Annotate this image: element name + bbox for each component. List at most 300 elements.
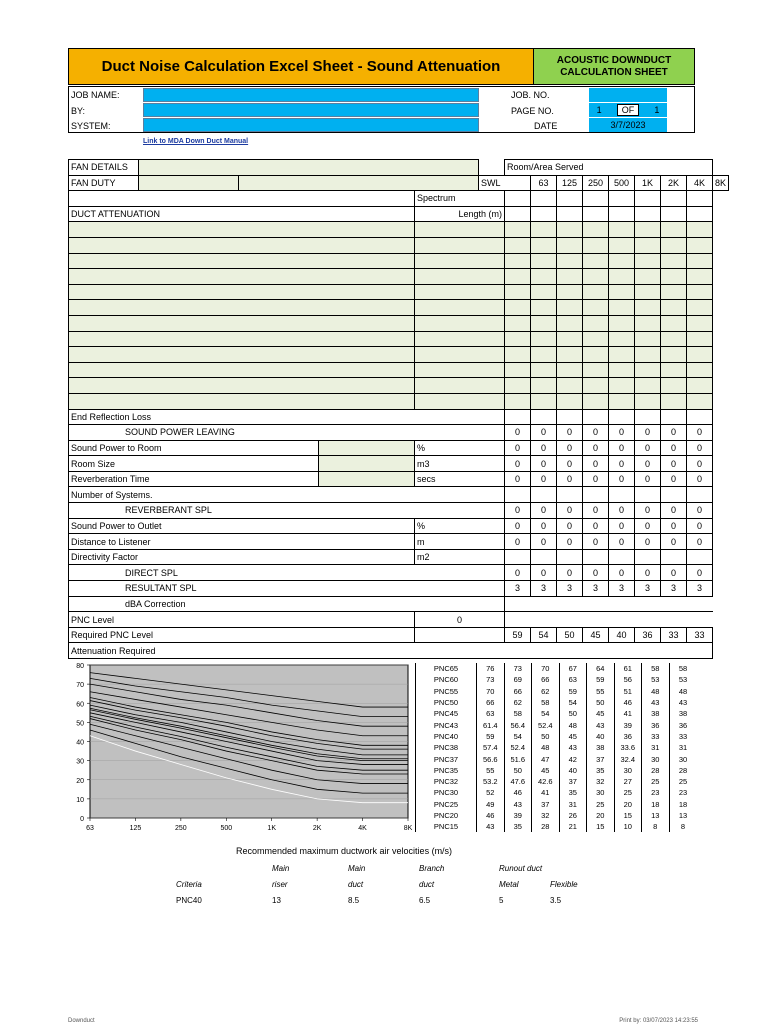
duct-atten-input-0[interactable] <box>505 237 531 253</box>
duct-atten-input-6[interactable] <box>661 222 687 238</box>
reverb-time-input[interactable] <box>319 471 415 487</box>
duct-atten-input-4[interactable] <box>609 315 635 331</box>
duct-element-row <box>69 315 729 331</box>
duct-atten-input-5[interactable] <box>635 222 661 238</box>
room-size-val-0: 0 <box>505 456 531 472</box>
num-systems-1[interactable] <box>531 487 557 503</box>
spectrum-row <box>69 191 729 207</box>
duct-atten-input-2[interactable] <box>557 237 583 253</box>
num-systems-7[interactable] <box>687 487 713 503</box>
pnc-value: 49 <box>477 799 505 810</box>
duct-atten-input-5[interactable] <box>635 393 661 409</box>
distance-listener-unit: m <box>415 534 505 550</box>
sound-power-outlet-val-5: 0 <box>635 518 661 534</box>
pnc-value: 25 <box>642 776 670 787</box>
spectrum-input-1[interactable] <box>531 191 557 207</box>
duct-length-5[interactable] <box>635 206 661 222</box>
calculation-table <box>68 159 729 659</box>
pnc-value: 45 <box>532 765 560 776</box>
room-size-input[interactable] <box>319 456 415 472</box>
duct-length-input[interactable] <box>415 347 505 363</box>
duct-atten-input-5[interactable] <box>635 284 661 300</box>
spectrum-input-5[interactable] <box>635 191 661 207</box>
band-header-0: 63 <box>531 175 557 191</box>
pnc-value: 69 <box>504 674 532 685</box>
pnc-value: 38 <box>642 708 670 719</box>
duct-atten-input-5[interactable] <box>635 300 661 316</box>
required-pnc-5: 36 <box>635 627 661 643</box>
duct-atten-input-3[interactable] <box>583 222 609 238</box>
pnc-value: 25 <box>587 799 615 810</box>
reverberant-spl-1: 0 <box>531 503 557 519</box>
velocity-title: Recommended maximum ductwork air velocities (m/s) <box>236 846 453 856</box>
pnc-value: 66 <box>477 697 505 708</box>
duct-atten-input-7[interactable] <box>687 378 713 394</box>
end-reflection-3[interactable] <box>583 409 609 425</box>
pnc-value: 52 <box>477 787 505 798</box>
pnc-value: 48 <box>642 686 670 697</box>
duct-element-row <box>69 331 729 347</box>
resultant-spl-1: 3 <box>531 581 557 597</box>
num-systems-0[interactable] <box>505 487 531 503</box>
resultant-spl-label: RESULTANT SPL <box>69 581 505 597</box>
fan-details-label: FAN DETAILS <box>69 160 139 176</box>
duct-atten-input-5[interactable] <box>635 237 661 253</box>
duct-atten-input-7[interactable] <box>687 331 713 347</box>
duct-atten-input-0[interactable] <box>505 284 531 300</box>
end-reflection-row <box>69 409 729 425</box>
reverb-time-val-6: 0 <box>661 471 687 487</box>
duct-length-input[interactable] <box>415 331 505 347</box>
duct-atten-input-3[interactable] <box>583 315 609 331</box>
velocity-h2-cell: Metal <box>499 880 519 889</box>
job-no-field[interactable] <box>589 88 667 102</box>
direct-spl-0: 0 <box>505 565 531 581</box>
duct-atten-input-3[interactable] <box>583 347 609 363</box>
duct-atten-input-3[interactable] <box>583 331 609 347</box>
duct-atten-input-7[interactable] <box>687 253 713 269</box>
pnc-row-label: PNC45 <box>416 708 477 719</box>
duct-atten-input-2[interactable] <box>557 393 583 409</box>
manual-link[interactable]: Link to MDA Down Duct Manual <box>143 138 249 145</box>
band-header-5: 2K <box>661 175 687 191</box>
velocity-row-cell: 3.5 <box>550 896 562 905</box>
end-reflection-7[interactable] <box>687 409 713 425</box>
duct-length-7[interactable] <box>687 206 713 222</box>
spl-leaving-6: 0 <box>661 425 687 441</box>
duct-atten-input-1[interactable] <box>531 315 557 331</box>
spacer <box>479 160 505 176</box>
num-systems-3[interactable] <box>583 487 609 503</box>
pnc-value: 61 <box>614 663 642 674</box>
pnc-value: 35 <box>559 787 587 798</box>
required-pnc-3: 45 <box>583 627 609 643</box>
duct-length-input[interactable] <box>415 362 505 378</box>
pnc-value: 38 <box>587 742 615 753</box>
job-header <box>68 86 695 133</box>
system-field[interactable] <box>143 118 479 132</box>
duct-atten-input-0[interactable] <box>505 253 531 269</box>
duct-atten-input-6[interactable] <box>661 253 687 269</box>
pnc-value: 30 <box>587 787 615 798</box>
spl-leaving-1: 0 <box>531 425 557 441</box>
pnc-value: 50 <box>559 708 587 719</box>
pnc-value: 48 <box>669 686 697 697</box>
duct-element-input[interactable] <box>69 347 415 363</box>
resultant-spl-7: 3 <box>687 581 713 597</box>
pnc-value: 37 <box>559 776 587 787</box>
pnc-value: 40 <box>559 765 587 776</box>
pnc-row <box>416 753 697 764</box>
end-reflection-1[interactable] <box>531 409 557 425</box>
duct-atten-input-0[interactable] <box>505 378 531 394</box>
required-pnc-0: 59 <box>505 627 531 643</box>
required-pnc-2: 50 <box>557 627 583 643</box>
directivity-val-4[interactable] <box>609 549 635 565</box>
duct-element-input[interactable] <box>69 300 415 316</box>
end-reflection-6[interactable] <box>661 409 687 425</box>
pnc-value: 31 <box>642 742 670 753</box>
duct-atten-input-3[interactable] <box>583 362 609 378</box>
end-reflection-4[interactable] <box>609 409 635 425</box>
pnc-row-label: PNC37 <box>416 753 477 764</box>
duct-atten-input-7[interactable] <box>687 393 713 409</box>
end-reflection-2[interactable] <box>557 409 583 425</box>
duct-atten-input-6[interactable] <box>661 393 687 409</box>
required-pnc-input[interactable] <box>415 627 505 643</box>
duct-length-input[interactable] <box>415 393 505 409</box>
spectrum-input-2[interactable] <box>557 191 583 207</box>
pnc-value: 39 <box>614 719 642 730</box>
duct-atten-input-2[interactable] <box>557 378 583 394</box>
pnc-value: 58 <box>504 708 532 719</box>
duct-atten-input-5[interactable] <box>635 362 661 378</box>
pnc-value: 27 <box>614 776 642 787</box>
pnc-value: 20 <box>587 810 615 821</box>
pnc-value: 36 <box>642 719 670 730</box>
pnc-value: 70 <box>477 686 505 697</box>
duct-atten-input-6[interactable] <box>661 362 687 378</box>
duct-atten-input-4[interactable] <box>609 378 635 394</box>
duct-atten-input-2[interactable] <box>557 253 583 269</box>
duct-atten-input-4[interactable] <box>609 237 635 253</box>
duct-length-input[interactable] <box>415 300 505 316</box>
duct-atten-input-4[interactable] <box>609 222 635 238</box>
reverb-time-val-3: 0 <box>583 471 609 487</box>
duct-atten-input-6[interactable] <box>661 378 687 394</box>
duct-atten-input-2[interactable] <box>557 315 583 331</box>
pnc-value: 58 <box>532 697 560 708</box>
system-label: SYSTEM: <box>71 121 111 131</box>
num-systems-5[interactable] <box>635 487 661 503</box>
fan-details-input[interactable] <box>139 160 479 176</box>
spectrum-input-6[interactable] <box>661 191 687 207</box>
pnc-row-label: PNC30 <box>416 787 477 798</box>
duct-atten-input-0[interactable] <box>505 222 531 238</box>
duct-length-4[interactable] <box>609 206 635 222</box>
end-reflection-5[interactable] <box>635 409 661 425</box>
duct-atten-input-4[interactable] <box>609 269 635 285</box>
spectrum-label: Spectrum <box>415 191 505 207</box>
duct-atten-input-2[interactable] <box>557 331 583 347</box>
reverb-time-val-2: 0 <box>557 471 583 487</box>
room-size-label: Room Size <box>69 456 319 472</box>
duct-atten-input-5[interactable] <box>635 269 661 285</box>
pnc-value: 66 <box>532 674 560 685</box>
spectrum-input-4[interactable] <box>609 191 635 207</box>
duct-atten-input-5[interactable] <box>635 378 661 394</box>
duct-length-input[interactable] <box>415 253 505 269</box>
spectrum-input-0[interactable] <box>505 191 531 207</box>
duct-atten-input-4[interactable] <box>609 393 635 409</box>
reverb-time-val-5: 0 <box>635 471 661 487</box>
duct-atten-input-4[interactable] <box>609 331 635 347</box>
duct-atten-input-7[interactable] <box>687 362 713 378</box>
pnc-value: 37 <box>532 799 560 810</box>
fan-duty-input-2[interactable] <box>239 175 479 191</box>
duct-atten-input-4[interactable] <box>609 362 635 378</box>
duct-atten-input-0[interactable] <box>505 347 531 363</box>
duct-atten-input-3[interactable] <box>583 253 609 269</box>
resultant-spl-0: 3 <box>505 581 531 597</box>
duct-atten-input-7[interactable] <box>687 269 713 285</box>
sound-power-outlet-val-0: 0 <box>505 518 531 534</box>
duct-atten-input-4[interactable] <box>609 300 635 316</box>
spectrum-input-7[interactable] <box>687 191 713 207</box>
pnc-row <box>416 731 697 742</box>
footer-print-info: Print by: 03/07/2023 14:23:55 <box>619 1018 698 1024</box>
spectrum-input-3[interactable] <box>583 191 609 207</box>
duct-atten-input-6[interactable] <box>661 300 687 316</box>
page-number-field[interactable] <box>589 103 667 117</box>
resultant-spl-5: 3 <box>635 581 661 597</box>
duct-atten-input-4[interactable] <box>609 253 635 269</box>
duct-length-input[interactable] <box>415 284 505 300</box>
directivity-val-0[interactable] <box>505 549 531 565</box>
duct-length-2[interactable] <box>557 206 583 222</box>
duct-atten-input-6[interactable] <box>661 269 687 285</box>
duct-atten-input-1[interactable] <box>531 331 557 347</box>
velocity-row-cell: 6.5 <box>419 896 431 905</box>
directivity-val-5[interactable] <box>635 549 661 565</box>
duct-atten-input-2[interactable] <box>557 222 583 238</box>
duct-atten-input-7[interactable] <box>687 237 713 253</box>
reverberant-spl-6: 0 <box>661 503 687 519</box>
duct-atten-input-1[interactable] <box>531 237 557 253</box>
duct-atten-input-1[interactable] <box>531 378 557 394</box>
duct-atten-input-0[interactable] <box>505 331 531 347</box>
duct-atten-input-0[interactable] <box>505 393 531 409</box>
pnc-value: 54 <box>504 731 532 742</box>
num-systems-4[interactable] <box>609 487 635 503</box>
duct-atten-input-6[interactable] <box>661 237 687 253</box>
reverberant-spl-2: 0 <box>557 503 583 519</box>
sound-power-room-input[interactable] <box>319 440 415 456</box>
y-tick-label: 70 <box>76 682 84 690</box>
directivity-val-3[interactable] <box>583 549 609 565</box>
duct-length-input[interactable] <box>415 237 505 253</box>
directivity-val-1[interactable] <box>531 549 557 565</box>
end-reflection-0[interactable] <box>505 409 531 425</box>
date-field[interactable]: 3/7/2023 <box>589 118 667 132</box>
duct-length-input[interactable] <box>415 315 505 331</box>
pnc-value: 46 <box>477 810 505 821</box>
duct-element-input[interactable] <box>69 237 415 253</box>
duct-atten-input-1[interactable] <box>531 222 557 238</box>
duct-element-input[interactable] <box>69 315 415 331</box>
room-size-val-1: 0 <box>531 456 557 472</box>
pnc-value: 21 <box>559 821 587 832</box>
duct-atten-input-5[interactable] <box>635 315 661 331</box>
pnc-value: 51.6 <box>504 753 532 764</box>
by-field[interactable] <box>143 103 479 117</box>
duct-element-input[interactable] <box>69 284 415 300</box>
duct-atten-input-6[interactable] <box>661 347 687 363</box>
duct-length-0[interactable] <box>505 206 531 222</box>
num-systems-2[interactable] <box>557 487 583 503</box>
duct-atten-input-6[interactable] <box>661 284 687 300</box>
y-tick-label: 10 <box>76 796 84 804</box>
reverb-time-unit: secs <box>415 471 505 487</box>
pnc-row-label: PNC32 <box>416 776 477 787</box>
duct-atten-input-5[interactable] <box>635 347 661 363</box>
duct-atten-input-1[interactable] <box>531 284 557 300</box>
duct-atten-input-0[interactable] <box>505 315 531 331</box>
duct-length-1[interactable] <box>531 206 557 222</box>
directivity-unit: m2 <box>415 549 505 565</box>
pnc-row <box>416 686 697 697</box>
pnc-row <box>416 821 697 832</box>
duct-atten-input-1[interactable] <box>531 347 557 363</box>
pnc-value: 13 <box>642 810 670 821</box>
duct-atten-input-2[interactable] <box>557 300 583 316</box>
duct-atten-input-7[interactable] <box>687 284 713 300</box>
direct-spl-label: DIRECT SPL <box>69 565 505 581</box>
pnc-value: 33.6 <box>614 742 642 753</box>
duct-atten-input-5[interactable] <box>635 331 661 347</box>
job-name-field[interactable] <box>143 88 479 102</box>
duct-atten-input-7[interactable] <box>687 315 713 331</box>
directivity-val-7[interactable] <box>687 549 713 565</box>
reverb-time-val-7: 0 <box>687 471 713 487</box>
duct-atten-input-1[interactable] <box>531 269 557 285</box>
pnc-value: 63 <box>477 708 505 719</box>
pnc-value: 31 <box>669 742 697 753</box>
pnc-row-label: PNC20 <box>416 810 477 821</box>
required-pnc-label: Required PNC Level <box>69 627 415 643</box>
duct-atten-input-3[interactable] <box>583 237 609 253</box>
pnc-row <box>416 799 697 810</box>
duct-element-input[interactable] <box>69 222 415 238</box>
reverb-time-val-1: 0 <box>531 471 557 487</box>
duct-element-input[interactable] <box>69 362 415 378</box>
pnc-value: 43 <box>642 697 670 708</box>
duct-atten-input-3[interactable] <box>583 393 609 409</box>
directivity-val-2[interactable] <box>557 549 583 565</box>
fan-duty-input-1[interactable] <box>139 175 239 191</box>
pnc-value: 43 <box>559 742 587 753</box>
dba-label: dBA Correction <box>69 596 505 612</box>
duct-atten-input-6[interactable] <box>661 315 687 331</box>
duct-atten-input-4[interactable] <box>609 347 635 363</box>
reverberant-spl-3: 0 <box>583 503 609 519</box>
duct-element-input[interactable] <box>69 378 415 394</box>
reverberant-spl-7: 0 <box>687 503 713 519</box>
resultant-spl-6: 3 <box>661 581 687 597</box>
duct-atten-input-2[interactable] <box>557 347 583 363</box>
sound-power-outlet-val-3: 0 <box>583 518 609 534</box>
duct-atten-input-7[interactable] <box>687 347 713 363</box>
duct-atten-input-1[interactable] <box>531 300 557 316</box>
pnc-row-label: PNC15 <box>416 821 477 832</box>
duct-length-3[interactable] <box>583 206 609 222</box>
duct-length-input[interactable] <box>415 269 505 285</box>
pnc-row-label: PNC43 <box>416 719 477 730</box>
direct-spl-7: 0 <box>687 565 713 581</box>
duct-atten-input-5[interactable] <box>635 253 661 269</box>
pnc-row-label: PNC38 <box>416 742 477 753</box>
attenuation-required-label: Attenuation Required <box>69 643 713 659</box>
duct-length-input[interactable] <box>415 378 505 394</box>
pnc-row-label: PNC35 <box>416 765 477 776</box>
duct-atten-input-4[interactable] <box>609 284 635 300</box>
pnc-value: 15 <box>614 810 642 821</box>
duct-atten-input-3[interactable] <box>583 269 609 285</box>
duct-atten-input-7[interactable] <box>687 300 713 316</box>
sheet-subtitle <box>534 48 695 85</box>
duct-atten-input-3[interactable] <box>583 284 609 300</box>
num-systems-label: Number of Systems. <box>69 487 505 503</box>
room-size-val-5: 0 <box>635 456 661 472</box>
duct-length-input[interactable] <box>415 222 505 238</box>
resultant-spl-3: 3 <box>583 581 609 597</box>
directivity-val-6[interactable] <box>661 549 687 565</box>
num-systems-6[interactable] <box>661 487 687 503</box>
duct-element-row <box>69 284 729 300</box>
pnc-value: 52.4 <box>504 742 532 753</box>
duct-atten-input-3[interactable] <box>583 378 609 394</box>
pnc-value: 15 <box>587 821 615 832</box>
duct-atten-input-2[interactable] <box>557 284 583 300</box>
duct-atten-input-2[interactable] <box>557 269 583 285</box>
duct-element-input[interactable] <box>69 253 415 269</box>
duct-atten-input-0[interactable] <box>505 300 531 316</box>
duct-atten-input-1[interactable] <box>531 393 557 409</box>
duct-atten-input-0[interactable] <box>505 269 531 285</box>
pnc-value: 54 <box>559 697 587 708</box>
pnc-value: 45 <box>587 708 615 719</box>
sound-power-room-label: Sound Power to Room <box>69 440 319 456</box>
duct-element-row <box>69 253 729 269</box>
duct-atten-input-1[interactable] <box>531 253 557 269</box>
duct-atten-input-0[interactable] <box>505 362 531 378</box>
duct-atten-input-2[interactable] <box>557 362 583 378</box>
band-header-3: 500 <box>609 175 635 191</box>
pnc-value: 53 <box>642 674 670 685</box>
pnc-value: 39 <box>504 810 532 821</box>
duct-atten-input-7[interactable] <box>687 222 713 238</box>
duct-element-input[interactable] <box>69 393 415 409</box>
duct-element-input[interactable] <box>69 269 415 285</box>
duct-atten-input-1[interactable] <box>531 362 557 378</box>
duct-length-6[interactable] <box>661 206 687 222</box>
y-tick-label: 80 <box>76 663 84 670</box>
duct-atten-input-6[interactable] <box>661 331 687 347</box>
duct-element-input[interactable] <box>69 331 415 347</box>
duct-atten-input-3[interactable] <box>583 300 609 316</box>
pnc-value: 62 <box>532 686 560 697</box>
pnc-row <box>416 810 697 821</box>
